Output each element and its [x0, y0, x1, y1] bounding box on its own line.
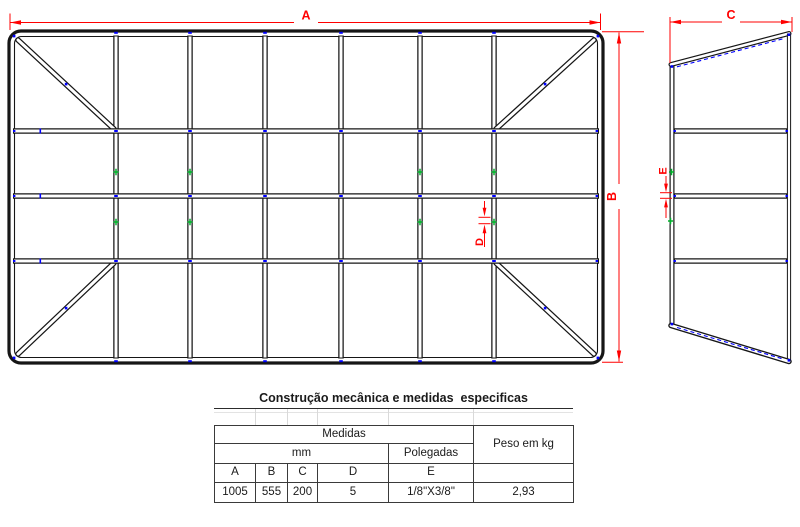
dimension-d	[474, 201, 491, 247]
value-b: 555	[256, 483, 288, 503]
header-peso: Peso em kg	[474, 426, 574, 464]
header-medidas: Medidas	[215, 426, 474, 444]
dim-label-d: D	[474, 238, 486, 246]
value-a: 1005	[215, 483, 256, 503]
dim-label-b: B	[605, 191, 619, 202]
col-b: B	[256, 464, 288, 483]
value-d: 5	[318, 483, 389, 503]
dimension-a	[10, 9, 601, 31]
dimension-b	[602, 32, 644, 362]
spreadsheet-gridline-gap	[214, 409, 573, 425]
header-polegadas: Polegadas	[389, 444, 474, 464]
dim-label-c: C	[726, 8, 736, 22]
col-d: D	[318, 464, 389, 483]
spec-table-block	[214, 391, 573, 503]
side-view	[671, 34, 789, 362]
side-view-rails	[674, 131, 787, 261]
dim-label-a: A	[301, 8, 311, 23]
col-a: A	[215, 464, 256, 483]
table-title: Construção mecânica e medidas especificas	[214, 391, 573, 409]
value-peso: 2,93	[474, 483, 574, 503]
horizontal-rails	[13, 131, 599, 261]
peso-spacer	[474, 464, 574, 483]
top-view	[9, 31, 603, 363]
spec-table	[214, 425, 574, 503]
col-e: E	[389, 464, 474, 483]
value-e: 1/8"X3/8"	[389, 483, 474, 503]
dim-label-e: E	[657, 167, 670, 175]
col-c: C	[288, 464, 318, 483]
value-c: 200	[288, 483, 318, 503]
header-mm: mm	[215, 444, 389, 464]
